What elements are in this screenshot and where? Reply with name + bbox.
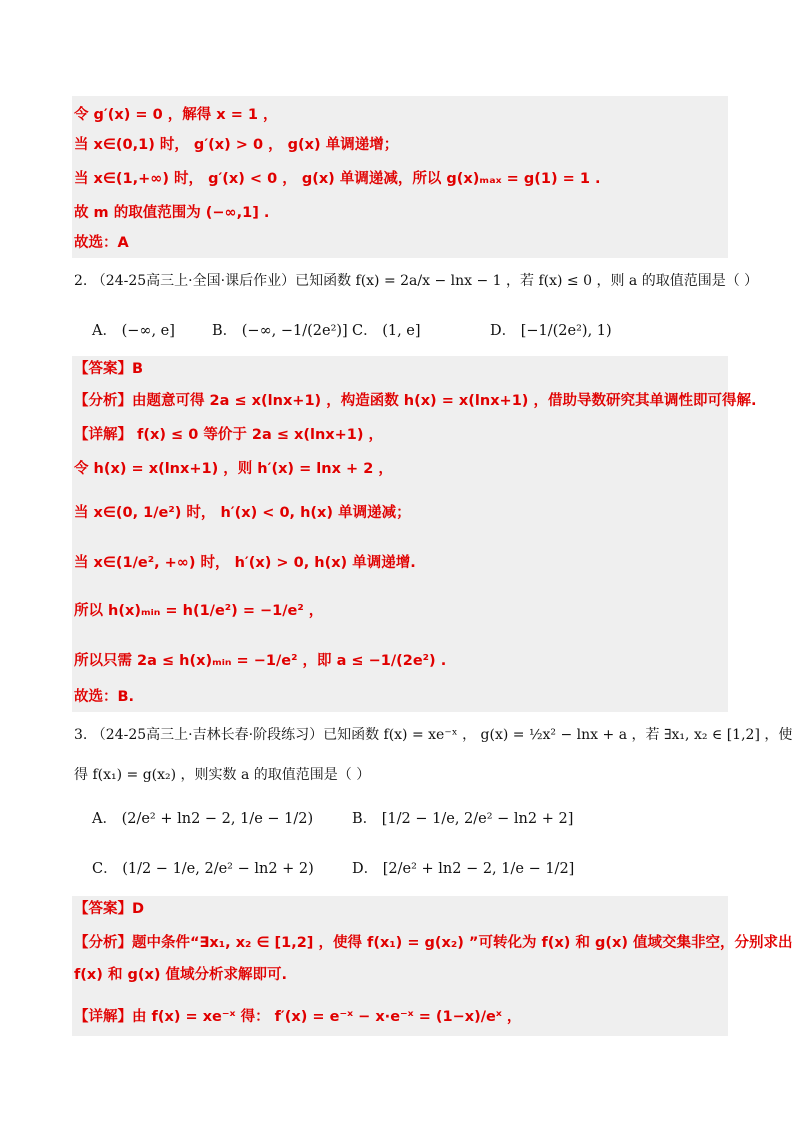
b3-answer: 【答案】D <box>74 901 145 917</box>
q3-option-a: A． (2/e² + ln2 − 2, 1/e − 1/2) <box>92 811 314 827</box>
b3-analysis-line-2: f(x) 和 g(x) 值域分析求解即可. <box>74 967 288 983</box>
q2-option-d: D． [−1/(2e²), 1) <box>490 323 612 339</box>
q3-stem-line-1: 3. （24-25高三上·吉林长春·阶段练习）已知函数 f(x) = xe⁻ˣ ， g(x) = ½x² − lnx + a ，若 ∃x₁, x₂ ∈ [1,2] ，使 <box>74 727 793 743</box>
q2-option-c: C． (1, e] <box>352 323 421 339</box>
b2-analysis: 【分析】由题意可得 2a ≤ x(lnx+1) ，构造函数 h(x) = x(lnx+1) ，借助导数研究其单调性即可得解. <box>74 393 757 409</box>
b2-line-3: 当 x∈(0, 1/e²) 时， h′(x) < 0, h(x) 单调递减； <box>74 505 411 521</box>
b2-line-6: 所以只需 2a ≤ h(x)ₘᵢₙ = −1/e² ，即 a ≤ −1/(2e²) . <box>74 653 447 669</box>
q2-option-b: B． (−∞, −1/(2e²)] <box>212 323 348 339</box>
b2-line-4: 当 x∈(1/e², +∞) 时， h′(x) > 0, h(x) 单调递增. <box>74 555 416 571</box>
b2-line-5: 所以 h(x)ₘᵢₙ = h(1/e²) = −1/e² ， <box>74 603 324 619</box>
q2-stem: 2. （24-25高三上·全国·课后作业）已知函数 f(x) = 2a/x − lnx − 1 ，若 f(x) ≤ 0 ，则 a 的取值范围是（ ） <box>74 273 759 289</box>
q2-option-a: A． (−∞, e] <box>92 323 175 339</box>
b1-line-1: 令 g′(x) = 0 ，解得 x = 1 ， <box>74 107 278 123</box>
q3-stem-line-2: 得 f(x₁) = g(x₂) ，则实数 a 的取值范围是（ ） <box>74 767 371 783</box>
b1-line-5: 故选：A <box>74 235 129 251</box>
q3-option-b: B． [1/2 − 1/e, 2/e² − ln2 + 2] <box>352 811 574 827</box>
b2-line-7: 故选：B. <box>74 689 135 705</box>
b1-line-4: 故 m 的取值范围为 (−∞,1] . <box>74 205 270 221</box>
b2-line-2: 令 h(x) = x(lnx+1) ，则 h′(x) = lnx + 2 ， <box>74 461 393 477</box>
b1-line-2: 当 x∈(0,1) 时， g′(x) > 0 ， g(x) 单调递增； <box>74 137 399 153</box>
q3-option-d: D． [2/e² + ln2 − 2, 1/e − 1/2] <box>352 861 575 877</box>
b2-answer: 【答案】B <box>74 361 144 377</box>
b3-analysis-line-1: 【分析】题中条件“∃x₁, x₂ ∈ [1,2] ，使得 f(x₁) = g(x₂) ”可转化为 f(x) 和 g(x) 值域交集非空，分别求出 <box>74 935 793 951</box>
b1-line-3: 当 x∈(1,+∞) 时， g′(x) < 0 ， g(x) 单调递减，所以 g(x)ₘₐₓ = g(1) = 1 . <box>74 171 601 187</box>
q3-option-c: C． (1/2 − 1/e, 2/e² − ln2 + 2) <box>92 861 314 877</box>
b2-detail: 【详解】 f(x) ≤ 0 等价于 2a ≤ x(lnx+1) ， <box>74 427 384 443</box>
b3-detail: 【详解】由 f(x) = xe⁻ˣ 得： f′(x) = e⁻ˣ − x·e⁻ˣ = (1−x)/eˣ ， <box>74 1009 522 1025</box>
